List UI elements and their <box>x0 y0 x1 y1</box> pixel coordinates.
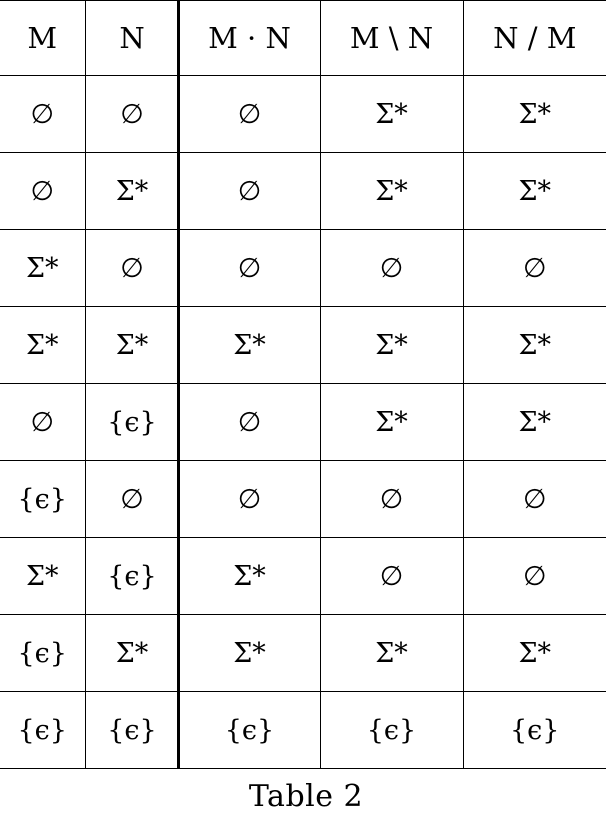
table-caption: Table 2 <box>248 779 364 814</box>
table-row <box>0 76 606 153</box>
cell-r0-c3: Σ* <box>320 76 463 153</box>
table-row <box>0 230 606 307</box>
cell-r6-c4: ∅ <box>463 538 606 615</box>
cell-r7-c3: Σ* <box>320 615 463 692</box>
cell-r6-c2: Σ* <box>179 538 320 615</box>
cell-r3-c2: Σ* <box>179 307 320 384</box>
cell-r4-c1: {ϵ} <box>85 384 179 461</box>
cell-r2-c4: ∅ <box>463 230 606 307</box>
cell-r7-c1: Σ* <box>85 615 179 692</box>
table-row <box>0 153 606 230</box>
table-header <box>0 1 606 76</box>
cell-r1-c4: Σ* <box>463 153 606 230</box>
cell-r8-c3: {ϵ} <box>320 692 463 769</box>
cell-r5-c2: ∅ <box>179 461 320 538</box>
cell-r1-c2: ∅ <box>179 153 320 230</box>
cell-r8-c2: {ϵ} <box>179 692 320 769</box>
table-row <box>0 384 606 461</box>
cell-r5-c0: {ϵ} <box>0 461 85 538</box>
cell-r2-c3: ∅ <box>320 230 463 307</box>
table-row <box>0 307 606 384</box>
cell-r4-c0: ∅ <box>0 384 85 461</box>
header-cell-concat: M · N <box>179 1 320 76</box>
header-cell-right-quotient: N / M <box>463 1 606 76</box>
cell-r0-c4: Σ* <box>463 76 606 153</box>
cell-r4-c2: ∅ <box>179 384 320 461</box>
cell-r1-c3: Σ* <box>320 153 463 230</box>
cell-r6-c1: {ϵ} <box>85 538 179 615</box>
cell-r5-c1: ∅ <box>85 461 179 538</box>
table-header-row <box>0 1 606 76</box>
cell-r2-c0: Σ* <box>0 230 85 307</box>
table-row <box>0 615 606 692</box>
cell-r3-c4: Σ* <box>463 307 606 384</box>
cell-r8-c0: {ϵ} <box>0 692 85 769</box>
cell-r3-c1: Σ* <box>85 307 179 384</box>
cell-r5-c4: ∅ <box>463 461 606 538</box>
cell-r8-c1: {ϵ} <box>85 692 179 769</box>
cell-r7-c4: Σ* <box>463 615 606 692</box>
cell-r5-c3: ∅ <box>320 461 463 538</box>
cell-r4-c4: Σ* <box>463 384 606 461</box>
cell-r8-c4: {ϵ} <box>463 692 606 769</box>
table-row <box>0 461 606 538</box>
header-cell-m: M <box>0 1 85 76</box>
table-body <box>0 76 606 769</box>
cell-r6-c3: ∅ <box>320 538 463 615</box>
cell-r1-c1: Σ* <box>85 153 179 230</box>
cell-r2-c1: ∅ <box>85 230 179 307</box>
table-row <box>0 692 606 769</box>
cell-r3-c3: Σ* <box>320 307 463 384</box>
cell-r0-c2: ∅ <box>179 76 320 153</box>
cell-r0-c0: ∅ <box>0 76 85 153</box>
header-cell-n: N <box>85 1 179 76</box>
cell-r3-c0: Σ* <box>0 307 85 384</box>
cell-r4-c3: Σ* <box>320 384 463 461</box>
cell-r7-c0: {ϵ} <box>0 615 85 692</box>
cell-r0-c1: ∅ <box>85 76 179 153</box>
header-cell-left-quotient: M \ N <box>320 1 463 76</box>
cell-r2-c2: ∅ <box>179 230 320 307</box>
cell-r6-c0: Σ* <box>0 538 85 615</box>
cell-r7-c2: Σ* <box>179 615 320 692</box>
cell-r1-c0: ∅ <box>0 153 85 230</box>
table-row <box>0 538 606 615</box>
